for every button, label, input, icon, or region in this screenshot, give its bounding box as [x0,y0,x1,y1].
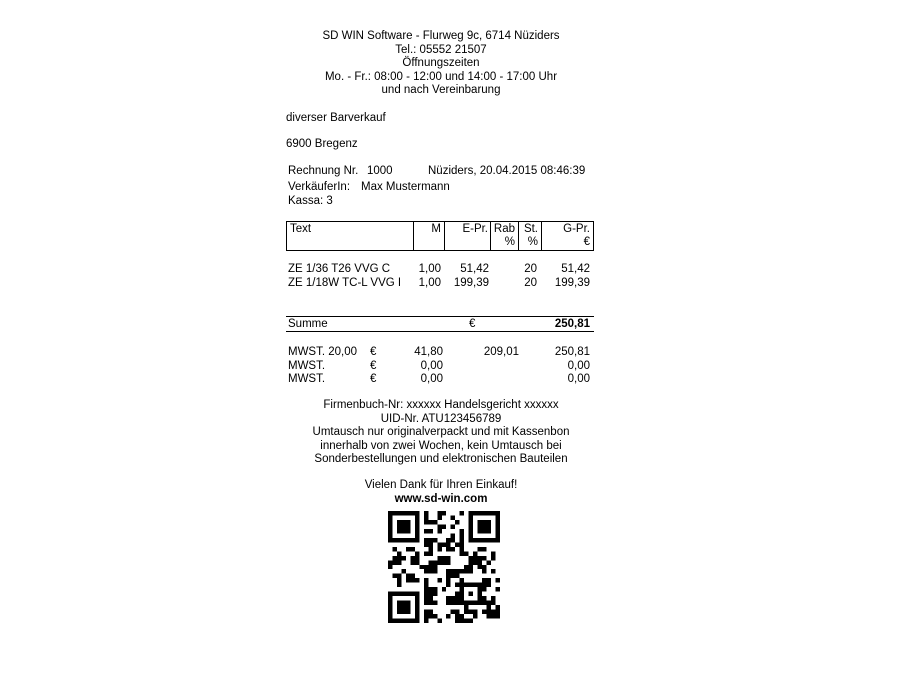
table-header [286,221,594,251]
vat-label: MWST. [288,359,326,372]
opening-hours-title: Öffnungszeiten [402,57,480,69]
invoice-place-date: Nüziders, 20.04.2015 08:46:39 [428,165,586,177]
item-total: 51,42 [561,263,590,275]
header-total-unit: € [583,236,590,248]
header-tax-unit: % [527,236,538,248]
seller-name: Max Mustermann [361,181,450,193]
header-discount: Rab [493,223,515,235]
website: www.sd-win.com [394,492,488,505]
shop-phone: Tel.: 05552 21507 [395,43,487,56]
receipt-footer [286,399,596,467]
item-qty: 1,00 [418,263,441,275]
return-policy-1: Umtausch nur originalverpackt und mit Kassenbon [312,426,570,438]
vat-currency: € [370,359,377,372]
table-row [286,263,596,277]
shop-address: SD WIN Software - Flurweg 9c, 6714 Nüziders [322,30,560,42]
item-text: ZE 1/36 T26 VVG C [288,263,391,275]
vat-row [286,373,596,387]
header-unit-price: E-Pr. [462,223,488,235]
vat-id: UID-Nr. ATU123456789 [380,412,502,425]
vat-gross: 0,00 [567,359,590,372]
sum-label: Summe [288,318,328,330]
vat-label: MWST. 20,00 [288,346,358,358]
item-unit-price: 199,39 [453,276,489,289]
header-qty: M [431,223,441,235]
vat-tax: 41,80 [414,346,443,358]
item-tax: 20 [524,263,537,275]
sum-divider-bottom [286,331,594,332]
vat-net: 209,01 [483,346,519,358]
header-total: G-Pr. [563,223,590,235]
return-policy-3: Sonderbestellungen und elektronischen Bauteilen [314,453,568,465]
sum-currency: € [469,318,476,330]
vat-currency: € [370,373,377,385]
invoice-info [286,165,596,179]
vat-tax: 0,00 [420,359,443,372]
customer-city: 6900 Bregenz [286,138,358,150]
closing [286,479,596,506]
company-register: Firmenbuch-Nr: xxxxxx Handelsgericht xxxxxx [323,399,559,411]
vat-tax: 0,00 [420,373,443,385]
sum-value: 250,81 [554,318,590,330]
item-list [286,263,596,290]
thanks-message: Vielen Dank für Ihren Einkauf! [364,479,518,491]
header-discount-unit: % [504,236,515,248]
vat-row [286,360,596,374]
customer-name: diverser Barverkauf [286,112,386,124]
item-qty: 1,00 [418,276,441,289]
qr-code-icon [388,511,500,623]
seller-row [286,181,596,208]
vat-label: MWST. [288,373,326,385]
seller-label: VerkäuferIn: [288,181,351,193]
invoice-number: 1000 [367,165,393,177]
item-unit-price: 51,42 [460,263,489,275]
invoice-number-label: Rechnung Nr. [288,165,359,177]
sum-divider-top [286,316,594,317]
vat-currency: € [370,346,377,358]
vat-gross: 250,81 [554,346,590,358]
opening-hours: Mo. - Fr.: 08:00 - 12:00 und 14:00 - 17:00 Uhr [324,70,558,83]
vat-gross: 0,00 [567,373,590,385]
item-text: ZE 1/18W TC-L VVG I [288,276,402,289]
item-total: 199,39 [554,276,590,289]
item-tax: 20 [524,276,537,289]
header-tax: St. [523,223,538,235]
opening-hours-note: und nach Vereinbarung [381,84,501,96]
vat-breakdown [286,346,596,387]
sum-row [286,318,596,332]
register-number: Kassa: 3 [288,194,333,207]
table-row [286,277,596,291]
return-policy-2: innerhalb von zwei Wochen, kein Umtausch bei [320,439,562,452]
vat-row [286,346,596,360]
header-text: Text [290,223,312,235]
shop-header [286,30,596,98]
